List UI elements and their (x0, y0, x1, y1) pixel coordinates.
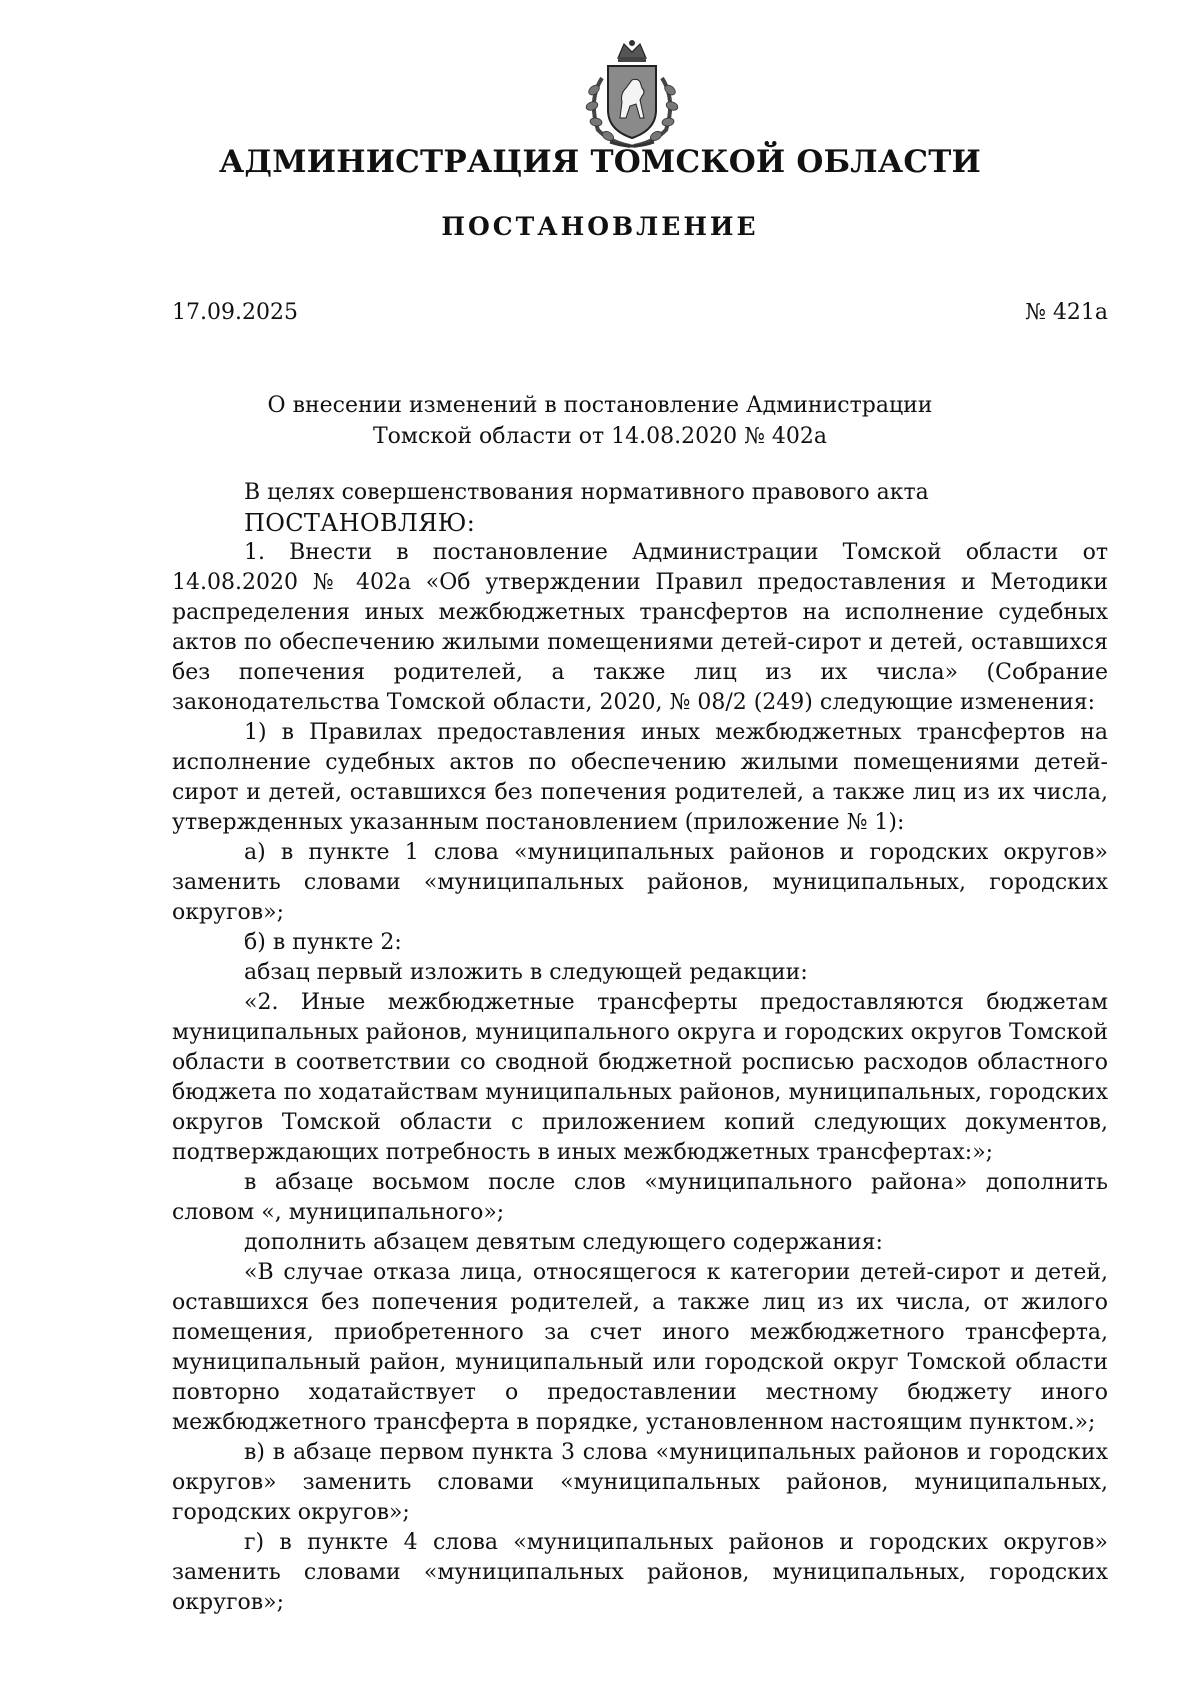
document-body (172, 478, 1108, 1618)
resolution-keyword: ПОСТАНОВЛЯЮ: (244, 509, 476, 537)
preamble-paragraph: В целях совершенствования нормативного правового акта (244, 480, 929, 505)
body-paragraph: абзац первый изложить в следующей редакции: (244, 960, 808, 985)
body-paragraph: 1) в Правилах предоставления иных межбюджетных трансфертов на исполнение судебных актов по обеспечению жилыми помещениями детей-сирот и детей, оставшихся без попечения родителей, а также лиц из их числа, утвержденных указанным постановлением (приложение № 1): (172, 720, 1108, 835)
body-paragraph: в) в абзаце первом пункта 3 слова «муниципальных районов и городских округов» заменить словами «муниципальных районов, муниципальных, городских округов»; (172, 1440, 1108, 1525)
document-number: № 421а (1025, 300, 1108, 325)
body-paragraph: «В случае отказа лица, относящегося к категории детей-сирот и детей, оставшихся без попечения родителей, а также лиц из их числа, от жилого помещения, приобретенного за счет иного межбюджетного трансферта, муниципальный район, муниципальный или городской округ Томской области повторно ходатайствует о предоставлении местному бюджету иного межбюджетного трансферта в порядке, установленном настоящим пунктом.»; (172, 1260, 1108, 1435)
body-paragraph: г) в пункте 4 слова «муниципальных районов и городских округов» заменить словами «муниципальных районов, муниципальных, городских округов»; (172, 1530, 1108, 1615)
subject-line: О внесении изменений в постановление Администрации (267, 393, 933, 418)
document-date: 17.09.2025 (172, 300, 298, 325)
body-paragraph: дополнить абзацем девятым следующего содержания: (244, 1230, 883, 1255)
body-paragraph: а) в пункте 1 слова «муниципальных районов и городских округов» заменить словами «муниципальных районов, муниципальных, городских округов»; (172, 840, 1108, 925)
document-type: ПОСТАНОВЛЕНИЕ (441, 212, 759, 241)
body-paragraph: 1. Внести в постановление Администрации Томской области от 14.08.2020 № 402а «Об утверждении Правил предоставления и Методики распределения иных межбюджетных трансфертов на исполнение судебных актов по обеспечению жилыми помещениями детей-сирот и детей, оставшихся без попечения родителей, а также лиц из их числа» (Собрание законодательства Томской области, 2020, № 08/2 (249) следующие изменения: (172, 540, 1108, 715)
body-paragraph: «2. Иные межбюджетные трансферты предоставляются бюджетам муниципальных районов, муниципального округа и городских округов Томской области в соответствии со сводной бюджетной росписью расходов областного бюджета по ходатайствам муниципальных районов, муниципальных, городских округов Томской области с приложением копий следующих документов, подтверждающих потребность в иных межбюджетных трансфертах:»; (172, 990, 1108, 1165)
document-subject (0, 390, 1200, 452)
body-paragraph: б) в пункте 2: (244, 930, 402, 955)
organization-title: АДМИНИСТРАЦИЯ ТОМСКОЙ ОБЛАСТИ (218, 144, 981, 180)
tomsk-coat-of-arms-icon (580, 38, 684, 150)
body-paragraph: в абзаце восьмом после слов «муниципального района» дополнить словом «, муниципального»; (172, 1170, 1108, 1225)
subject-line: Томской области от 14.08.2020 № 402а (372, 424, 828, 449)
